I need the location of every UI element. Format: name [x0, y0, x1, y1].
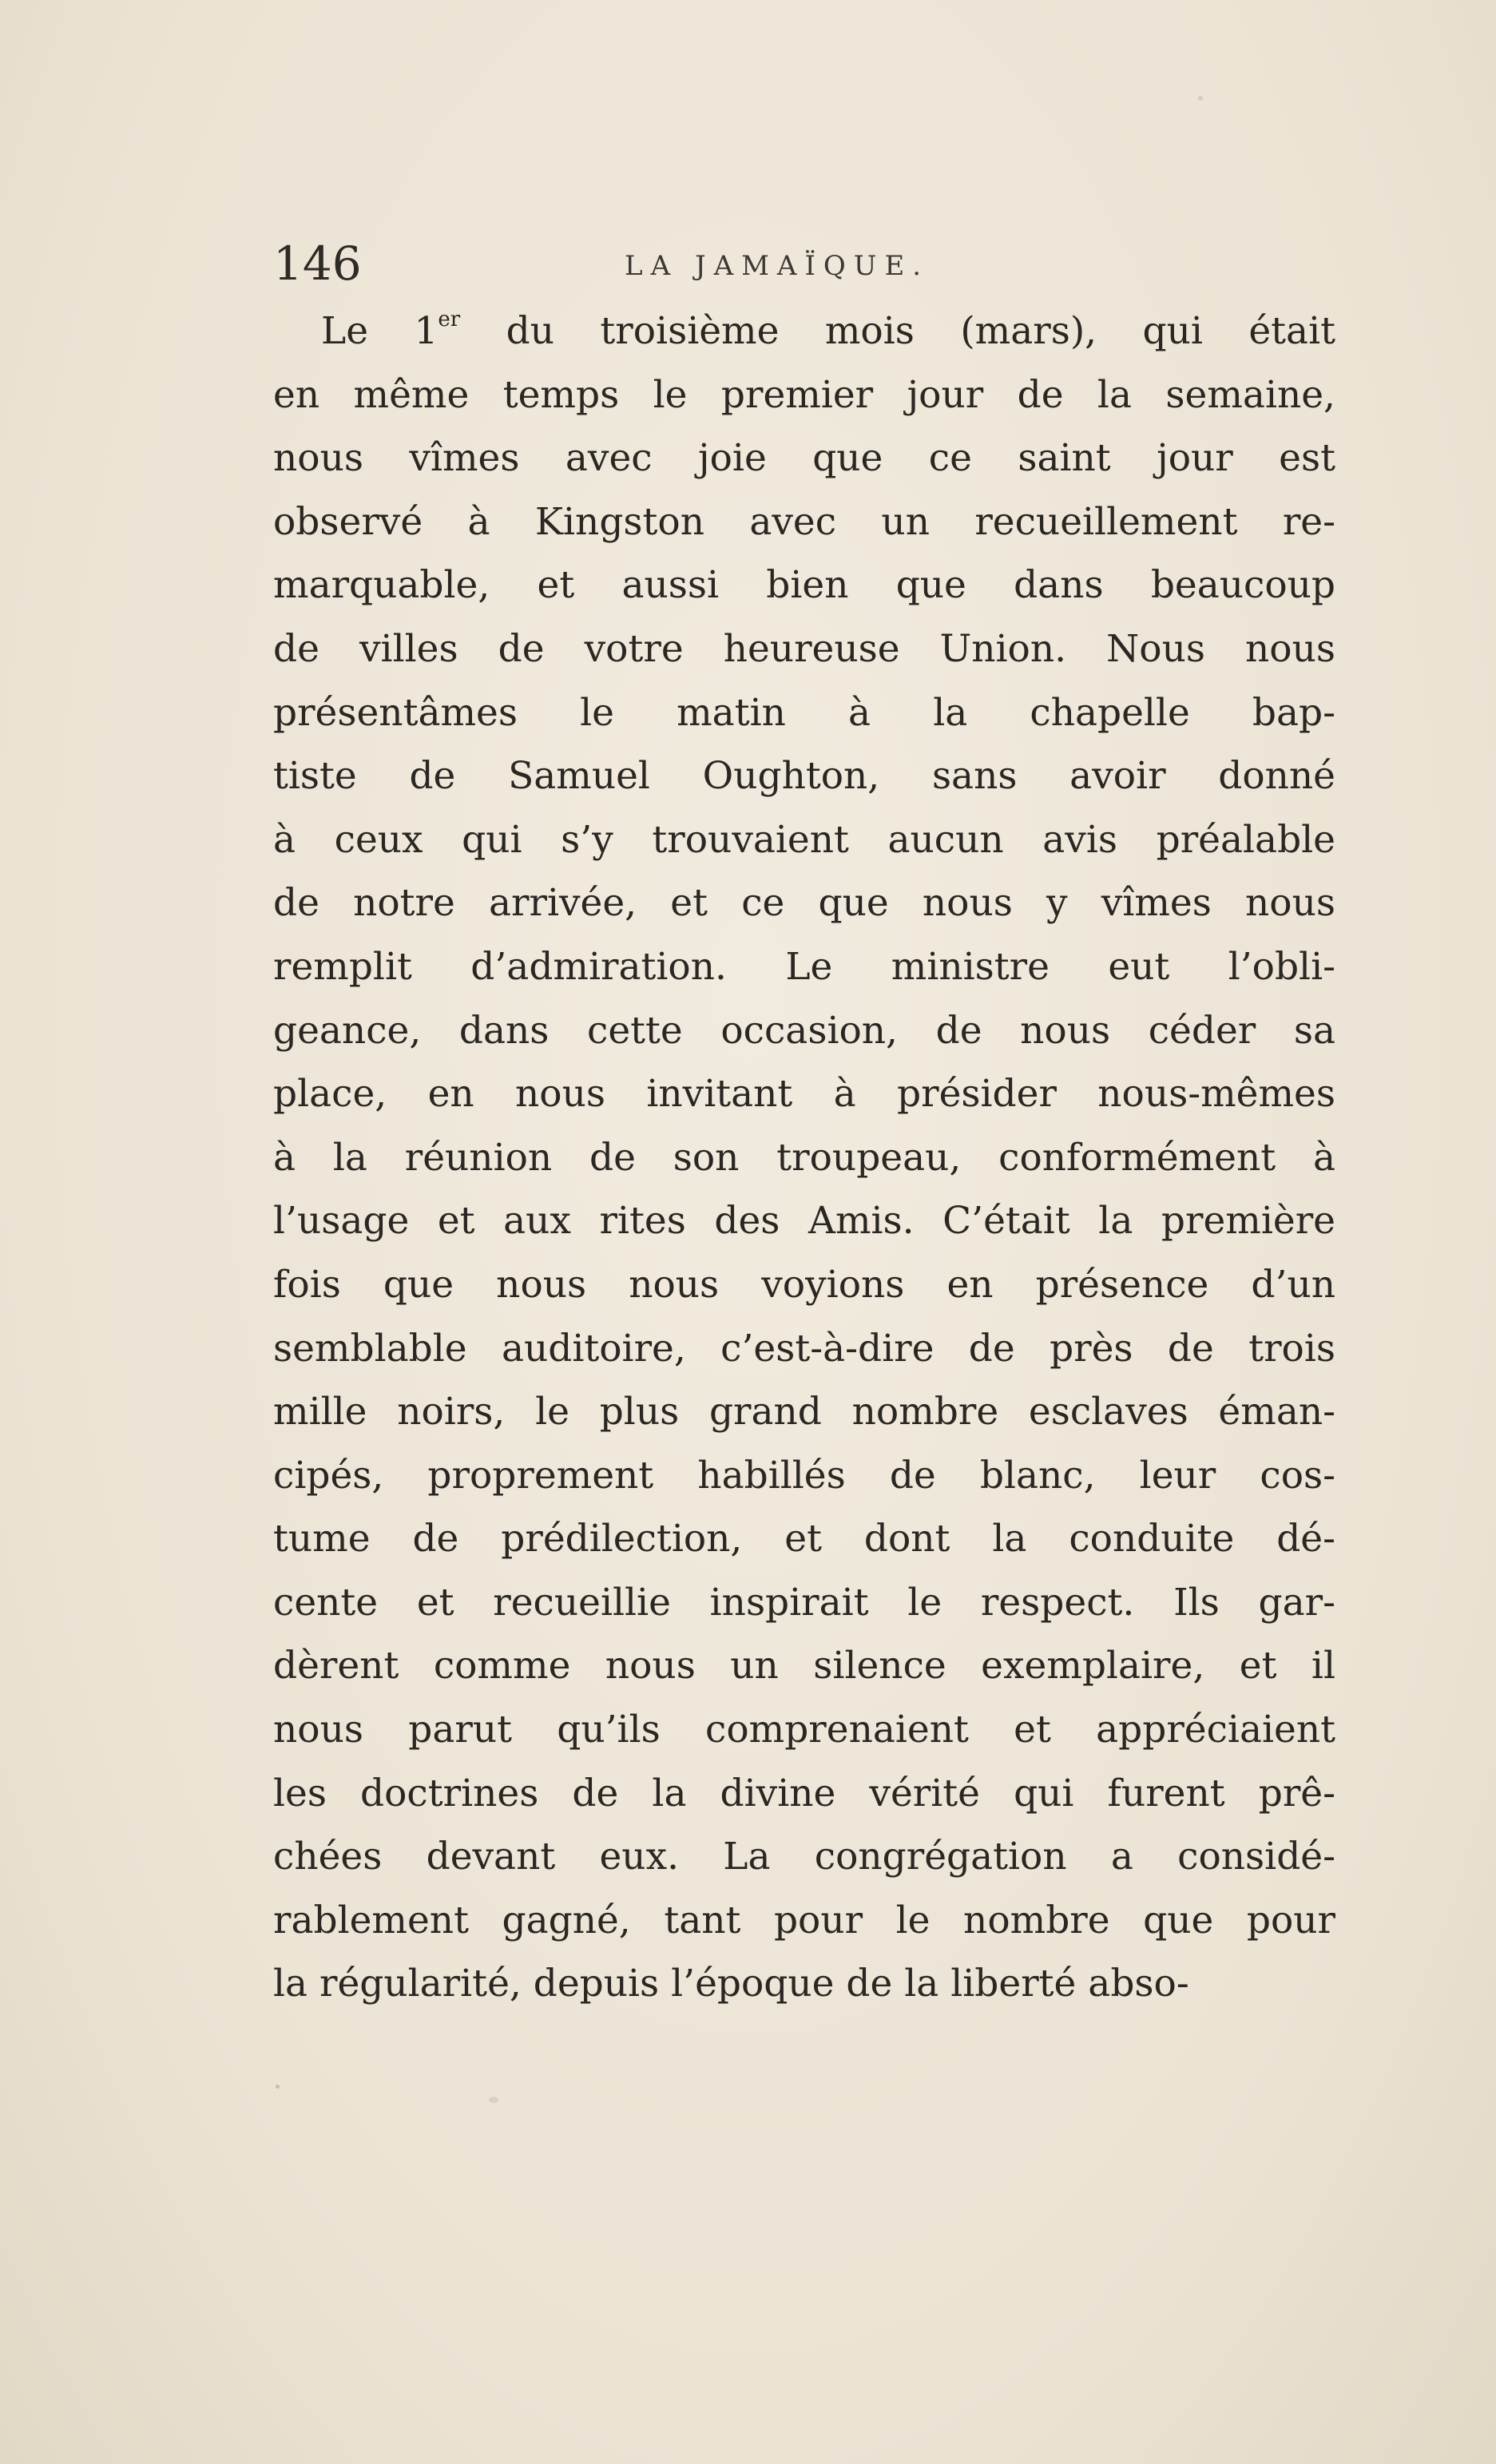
paper-speck — [489, 2097, 498, 2103]
text-line: place, en nous invitant à présider nous-mêmes — [273, 1072, 1335, 1117]
text-line: l’usage et aux rites des Amis. C’était la première — [273, 1199, 1335, 1244]
text-line: cente et recueillie inspirait le respect. Ils gar- — [273, 1580, 1335, 1625]
text-line: mille noirs, le plus grand nombre esclaves éman- — [273, 1390, 1335, 1434]
text-line: tiste de Samuel Oughton, sans avoir donné — [273, 754, 1335, 799]
text-line — [273, 300, 1335, 363]
text-line: tume de prédilection, et dont la conduite dé- — [273, 1517, 1335, 1561]
text-line: fois que nous nous voyions en présence d’un — [273, 1262, 1335, 1307]
text-line: geance, dans cette occasion, de nous céder sa — [273, 1008, 1335, 1053]
text-line: semblable auditoire, c’est-à-dire de près de trois — [273, 1326, 1335, 1371]
text-fragment: Le 1 — [321, 309, 438, 353]
text-line: à ceux qui s’y trouvaient aucun avis préalable — [273, 817, 1335, 862]
text-line: la régularité, depuis l’époque de la liberté abso- — [273, 1962, 1189, 2006]
superscript: er — [438, 308, 461, 331]
paper-speck — [276, 2085, 280, 2089]
text-line: à la réunion de son troupeau, conformément à — [273, 1135, 1335, 1180]
text-line: dèrent comme nous un silence exemplaire, et il — [273, 1644, 1335, 1688]
text-line: les doctrines de la divine vérité qui furent prê- — [273, 1771, 1335, 1815]
text-line: observé à Kingston avec un recueillement re- — [273, 499, 1335, 544]
text-line: rablement gagné, tant pour le nombre que pour — [273, 1898, 1335, 1942]
body-text — [273, 300, 1335, 2016]
text-line: de notre arrivée, et ce que nous y vîmes nous — [273, 881, 1335, 926]
paper-speck — [1198, 96, 1203, 101]
text-line: remplit d’admiration. Le ministre eut l’obli- — [273, 944, 1335, 989]
text-line: nous parut qu’ils comprenaient et appréciaient — [273, 1708, 1335, 1752]
text-line: présentâmes le matin à la chapelle bap- — [273, 690, 1335, 735]
text-line: nous vîmes avec joie que ce saint jour est — [273, 436, 1335, 481]
running-head: LA JAMAÏQUE. — [625, 250, 930, 282]
page-header — [273, 232, 1359, 296]
text-line: en même temps le premier jour de la semaine, — [273, 372, 1335, 417]
text-fragment: du troisième mois (mars), qui était — [460, 309, 1335, 353]
text-line: chées devant eux. La congrégation a considé- — [273, 1835, 1335, 1879]
text-line: marquable, et aussi bien que dans beaucoup — [273, 563, 1335, 608]
page-number: 146 — [273, 236, 362, 291]
text-line: cipés, proprement habillés de blanc, leur cos- — [273, 1453, 1335, 1498]
text-line: de villes de votre heureuse Union. Nous nous — [273, 626, 1335, 671]
